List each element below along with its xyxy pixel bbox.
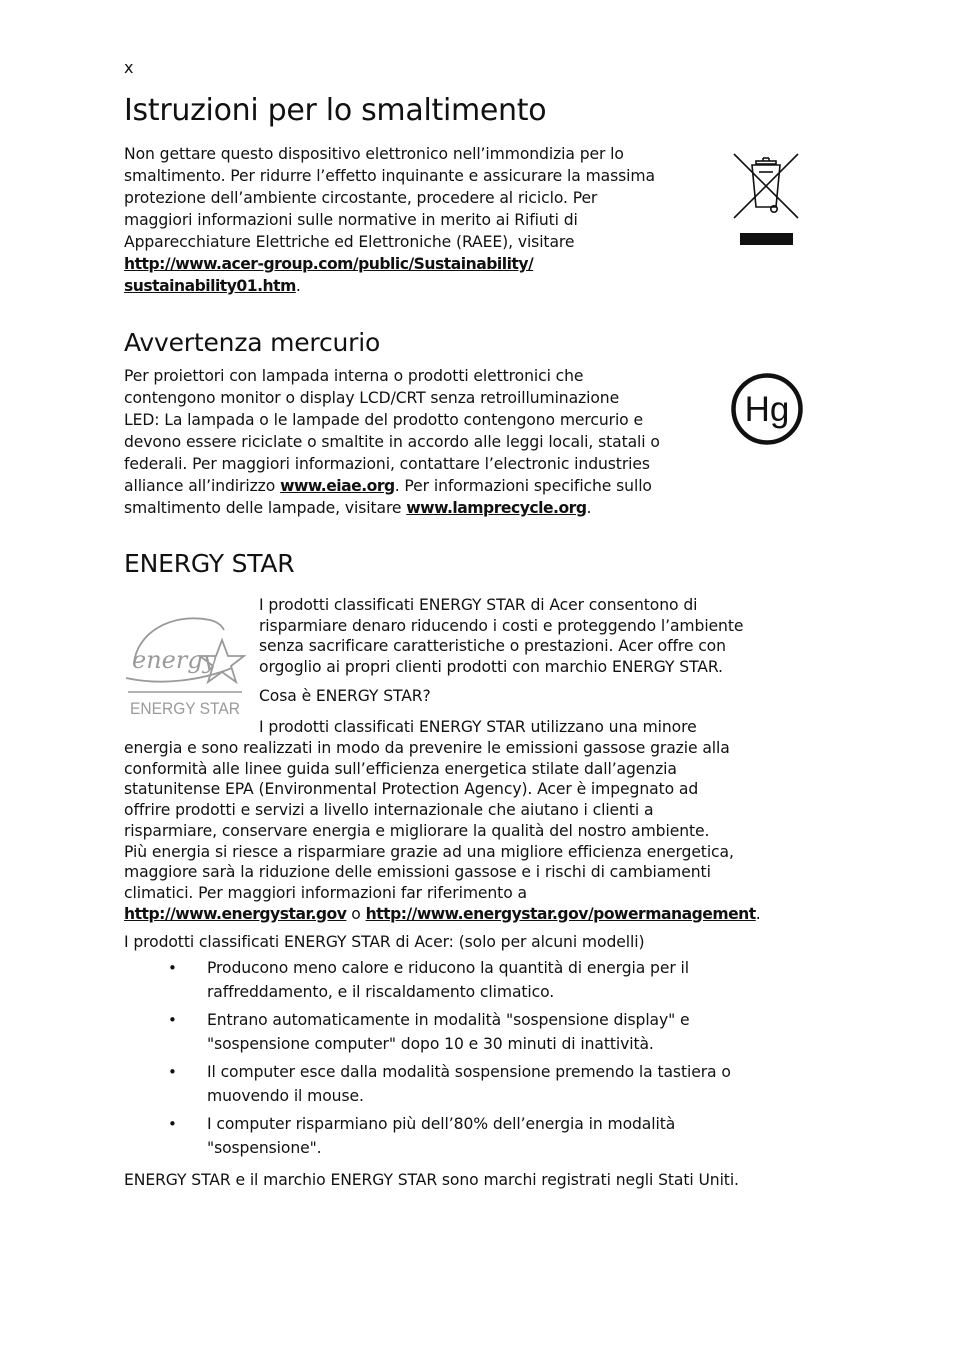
list-item [124, 956, 814, 1004]
energy-answer-paragraph [124, 738, 824, 924]
energy-script-label: energy [132, 646, 217, 674]
energy-list-intro: I prodotti classificati ENERGY STAR di Acer: (solo per alcuni modelli) [124, 933, 645, 951]
text-line: I computer risparmiano più dell’80% dell’energia in modalità [207, 1115, 676, 1133]
page-number: x [124, 58, 134, 77]
text-line: "sospensione". [207, 1139, 322, 1157]
punctuation: . [586, 499, 592, 517]
mercury-title: Avvertenza mercurio [124, 328, 381, 357]
text-line: Apparecchiature Elettriche ed Elettroniche (RAEE), visitare [124, 233, 575, 251]
text-line: "sospensione computer" dopo 10 e 30 minuti di inattività. [207, 1035, 654, 1053]
bullet-marker: • [168, 959, 177, 977]
text-line: LED: La lampada o le lampade del prodotto contengono mercurio e [124, 411, 643, 429]
disposal-title: Istruzioni per lo smaltimento [124, 93, 547, 128]
text-line: senza sacrificare caratteristiche o prestazioni. Acer offre con [259, 637, 726, 656]
acer-sustainability-link[interactable] [124, 255, 533, 295]
text-line: Entrano automaticamente in modalità "sospensione display" e [207, 1011, 690, 1029]
list-item [124, 1060, 814, 1108]
text-line: maggiori informazioni sulle normative in merito ai Rifiuti di [124, 211, 578, 229]
disposal-paragraph [124, 143, 724, 297]
energy-star-logo-icon [122, 606, 248, 718]
text-line: devono essere riciclate o smaltite in accordo alle leggi locali, statali o [124, 433, 660, 451]
energy-answer-first-line: I prodotti classificati ENERGY STAR utilizzano una minore [259, 718, 697, 736]
mercury-paragraph [124, 365, 724, 519]
energy-intro-paragraph [259, 595, 819, 678]
crossed-out-wheelie-bin-icon [730, 150, 802, 248]
energystar-powermanagement-link[interactable]: http://www.energystar.gov/powermanagement [365, 904, 756, 923]
text-fragment: . Per informazioni specifiche sullo [394, 477, 652, 495]
text-line: Non gettare questo dispositivo elettronico nell’immondizia per lo [124, 145, 624, 163]
text-line: Il computer esce dalla modalità sospensione premendo la tastiera o [207, 1063, 731, 1081]
text-line: conformità alle linee guida sull’efficienza energetica stilate dall’agenzia [124, 759, 677, 778]
energy-star-title: ENERGY STAR [124, 549, 295, 578]
text-line: contengono monitor o display LCD/CRT senza retroilluminazione [124, 389, 620, 407]
bullet-marker: • [168, 1063, 177, 1081]
text-line: raffreddamento, e il riscaldamento climatico. [207, 983, 555, 1001]
text-line: muovendo il mouse. [207, 1087, 364, 1105]
text-line: Per proiettori con lampada interna o prodotti elettronici che [124, 367, 584, 385]
mercury-hg-icon [730, 372, 804, 446]
text-line: smaltimento. Per ridurre l’effetto inquinante e assicurare la massima [124, 167, 655, 185]
link-line: http://www.acer-group.com/public/Sustainability/ [124, 255, 534, 273]
energy-question: Cosa è ENERGY STAR? [259, 687, 431, 705]
text-fragment: smaltimento delle lampade, visitare [124, 499, 407, 517]
punctuation: . [755, 904, 761, 923]
text-line: risparmiare, conservare energia e migliorare la qualità del nostro ambiente. [124, 821, 710, 840]
text-line: maggiore sarà la riduzione delle emissioni gassose e i rischi di cambiamenti [124, 863, 711, 882]
energy-trademark-note: ENERGY STAR e il marchio ENERGY STAR sono marchi registrati negli Stati Uniti. [124, 1171, 739, 1189]
text-line: Più energia si riesce a risparmiare grazie ad una migliore efficienza energetica, [124, 842, 734, 861]
text-line: statunitense EPA (Environmental Protection Agency). Acer è impegnato ad [124, 780, 699, 799]
energystar-link[interactable]: http://www.energystar.gov [124, 904, 347, 923]
energy-bullet-list [124, 956, 814, 1164]
bullet-marker: • [168, 1115, 177, 1133]
list-item [124, 1008, 814, 1056]
link-line: sustainability01.htm [124, 277, 296, 295]
punctuation: . [295, 277, 301, 295]
text-line: Producono meno calore e riducono la quantità di energia per il [207, 959, 689, 977]
text-line: energia e sono realizzati in modo da prevenire le emissioni gassose grazie alla [124, 739, 730, 757]
text-line: I prodotti classificati ENERGY STAR di Acer consentono di [259, 596, 698, 614]
text-line: climatici. Per maggiori informazioni far riferimento a [124, 883, 527, 902]
eiae-link[interactable]: www.eiae.org [280, 477, 395, 495]
lamprecycle-link[interactable]: www.lamprecycle.org [406, 499, 587, 517]
text-fragment: o [346, 904, 366, 923]
text-line: orgoglio ai propri clienti prodotti con marchio ENERGY STAR. [259, 658, 723, 677]
list-item [124, 1112, 814, 1160]
text-line: offrire prodotti e servizi a livello internazionale che aiutano i clienti a [124, 801, 654, 820]
text-line: risparmiare denaro riducendo i costi e proteggendo l’ambiente [259, 616, 744, 635]
text-line: protezione dell’ambiente circostante, procedere al riciclo. Per [124, 189, 598, 207]
energy-star-logo-label: ENERGY STAR [130, 699, 240, 718]
bullet-marker: • [168, 1011, 177, 1029]
text-fragment: alliance all’indirizzo [124, 477, 281, 495]
text-line: federali. Per maggiori informazioni, contattare l’electronic industries [124, 455, 650, 473]
hg-symbol-label: Hg [744, 390, 790, 429]
